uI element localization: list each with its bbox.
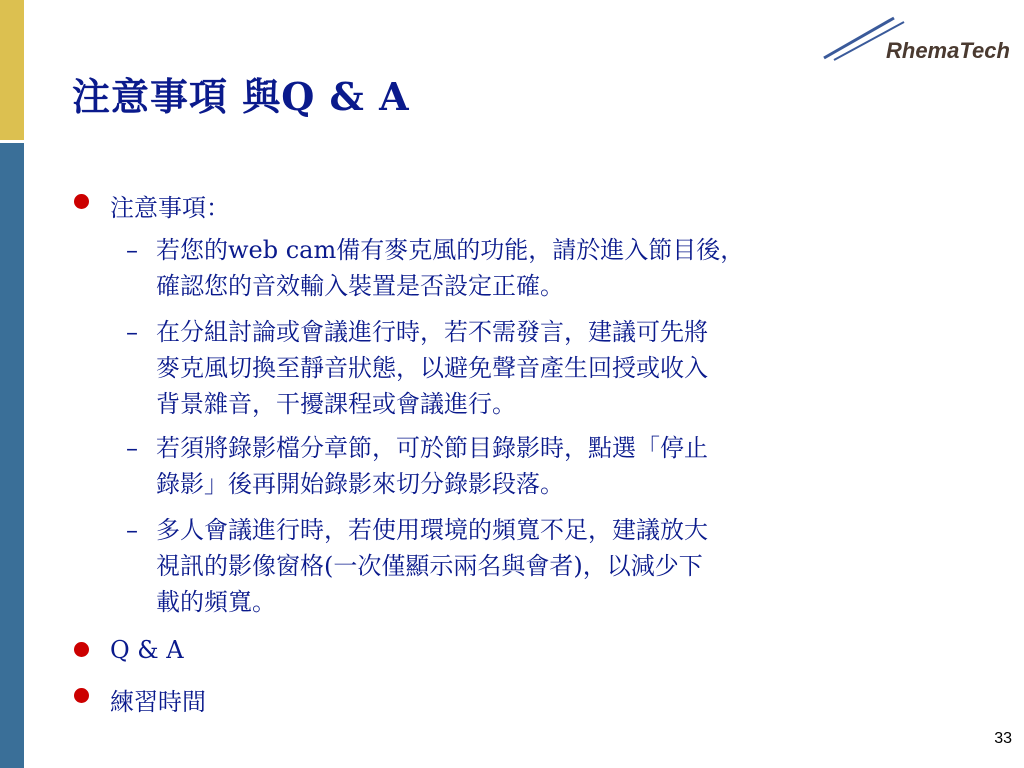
bullet-text: 注意事項：: [110, 194, 230, 222]
bullet-text: Q & A: [110, 636, 184, 664]
bullet-text: 練習時間: [110, 688, 206, 716]
sub-item: [126, 430, 946, 502]
page-number: 33: [994, 730, 1012, 747]
dash-icon: –: [126, 318, 138, 346]
sub-item-line: 若您的web cam備有麥克風的功能，請於進入節目後，: [156, 236, 745, 264]
sub-item-line: 確認您的音效輸入裝置是否設定正確。: [156, 272, 564, 300]
sub-item-line: 載的頻寬。: [156, 588, 276, 616]
left-accent-bar-bottom: [0, 143, 24, 768]
sub-item: [126, 512, 946, 620]
sub-item-line: 麥克風切換至靜音狀態，以避免聲音產生回授或收入: [156, 354, 708, 382]
sub-item-line: 若須將錄影檔分章節，可於節目錄影時，點選「停止: [156, 434, 708, 462]
sub-item: [126, 232, 946, 304]
bullet-dot-icon: [74, 642, 89, 657]
slide-title: 注意事項 與Q & A: [72, 74, 410, 119]
bullet-dot-icon: [74, 688, 89, 703]
sub-item-line: 在分組討論或會議進行時，若不需發言，建議可先將: [156, 318, 708, 346]
dash-icon: –: [126, 236, 138, 264]
sub-item: [126, 314, 946, 422]
left-accent-bar-top: [0, 0, 24, 140]
sub-item-line: 視訊的影像窗格(一次僅顯示兩名與會者)，以減少下: [156, 552, 703, 580]
dash-icon: –: [126, 434, 138, 462]
logo-text: RhemaTech: [886, 38, 1010, 63]
sub-item-line: 多人會議進行時，若使用環境的頻寬不足，建議放大: [156, 516, 708, 544]
sub-item-line: 背景雜音，干擾課程或會議進行。: [156, 390, 516, 418]
bullet-dot-icon: [74, 194, 89, 209]
rhematech-logo: [820, 14, 1020, 70]
sub-item-line: 錄影」後再開始錄影來切分錄影段落。: [156, 470, 564, 498]
dash-icon: –: [126, 516, 138, 544]
